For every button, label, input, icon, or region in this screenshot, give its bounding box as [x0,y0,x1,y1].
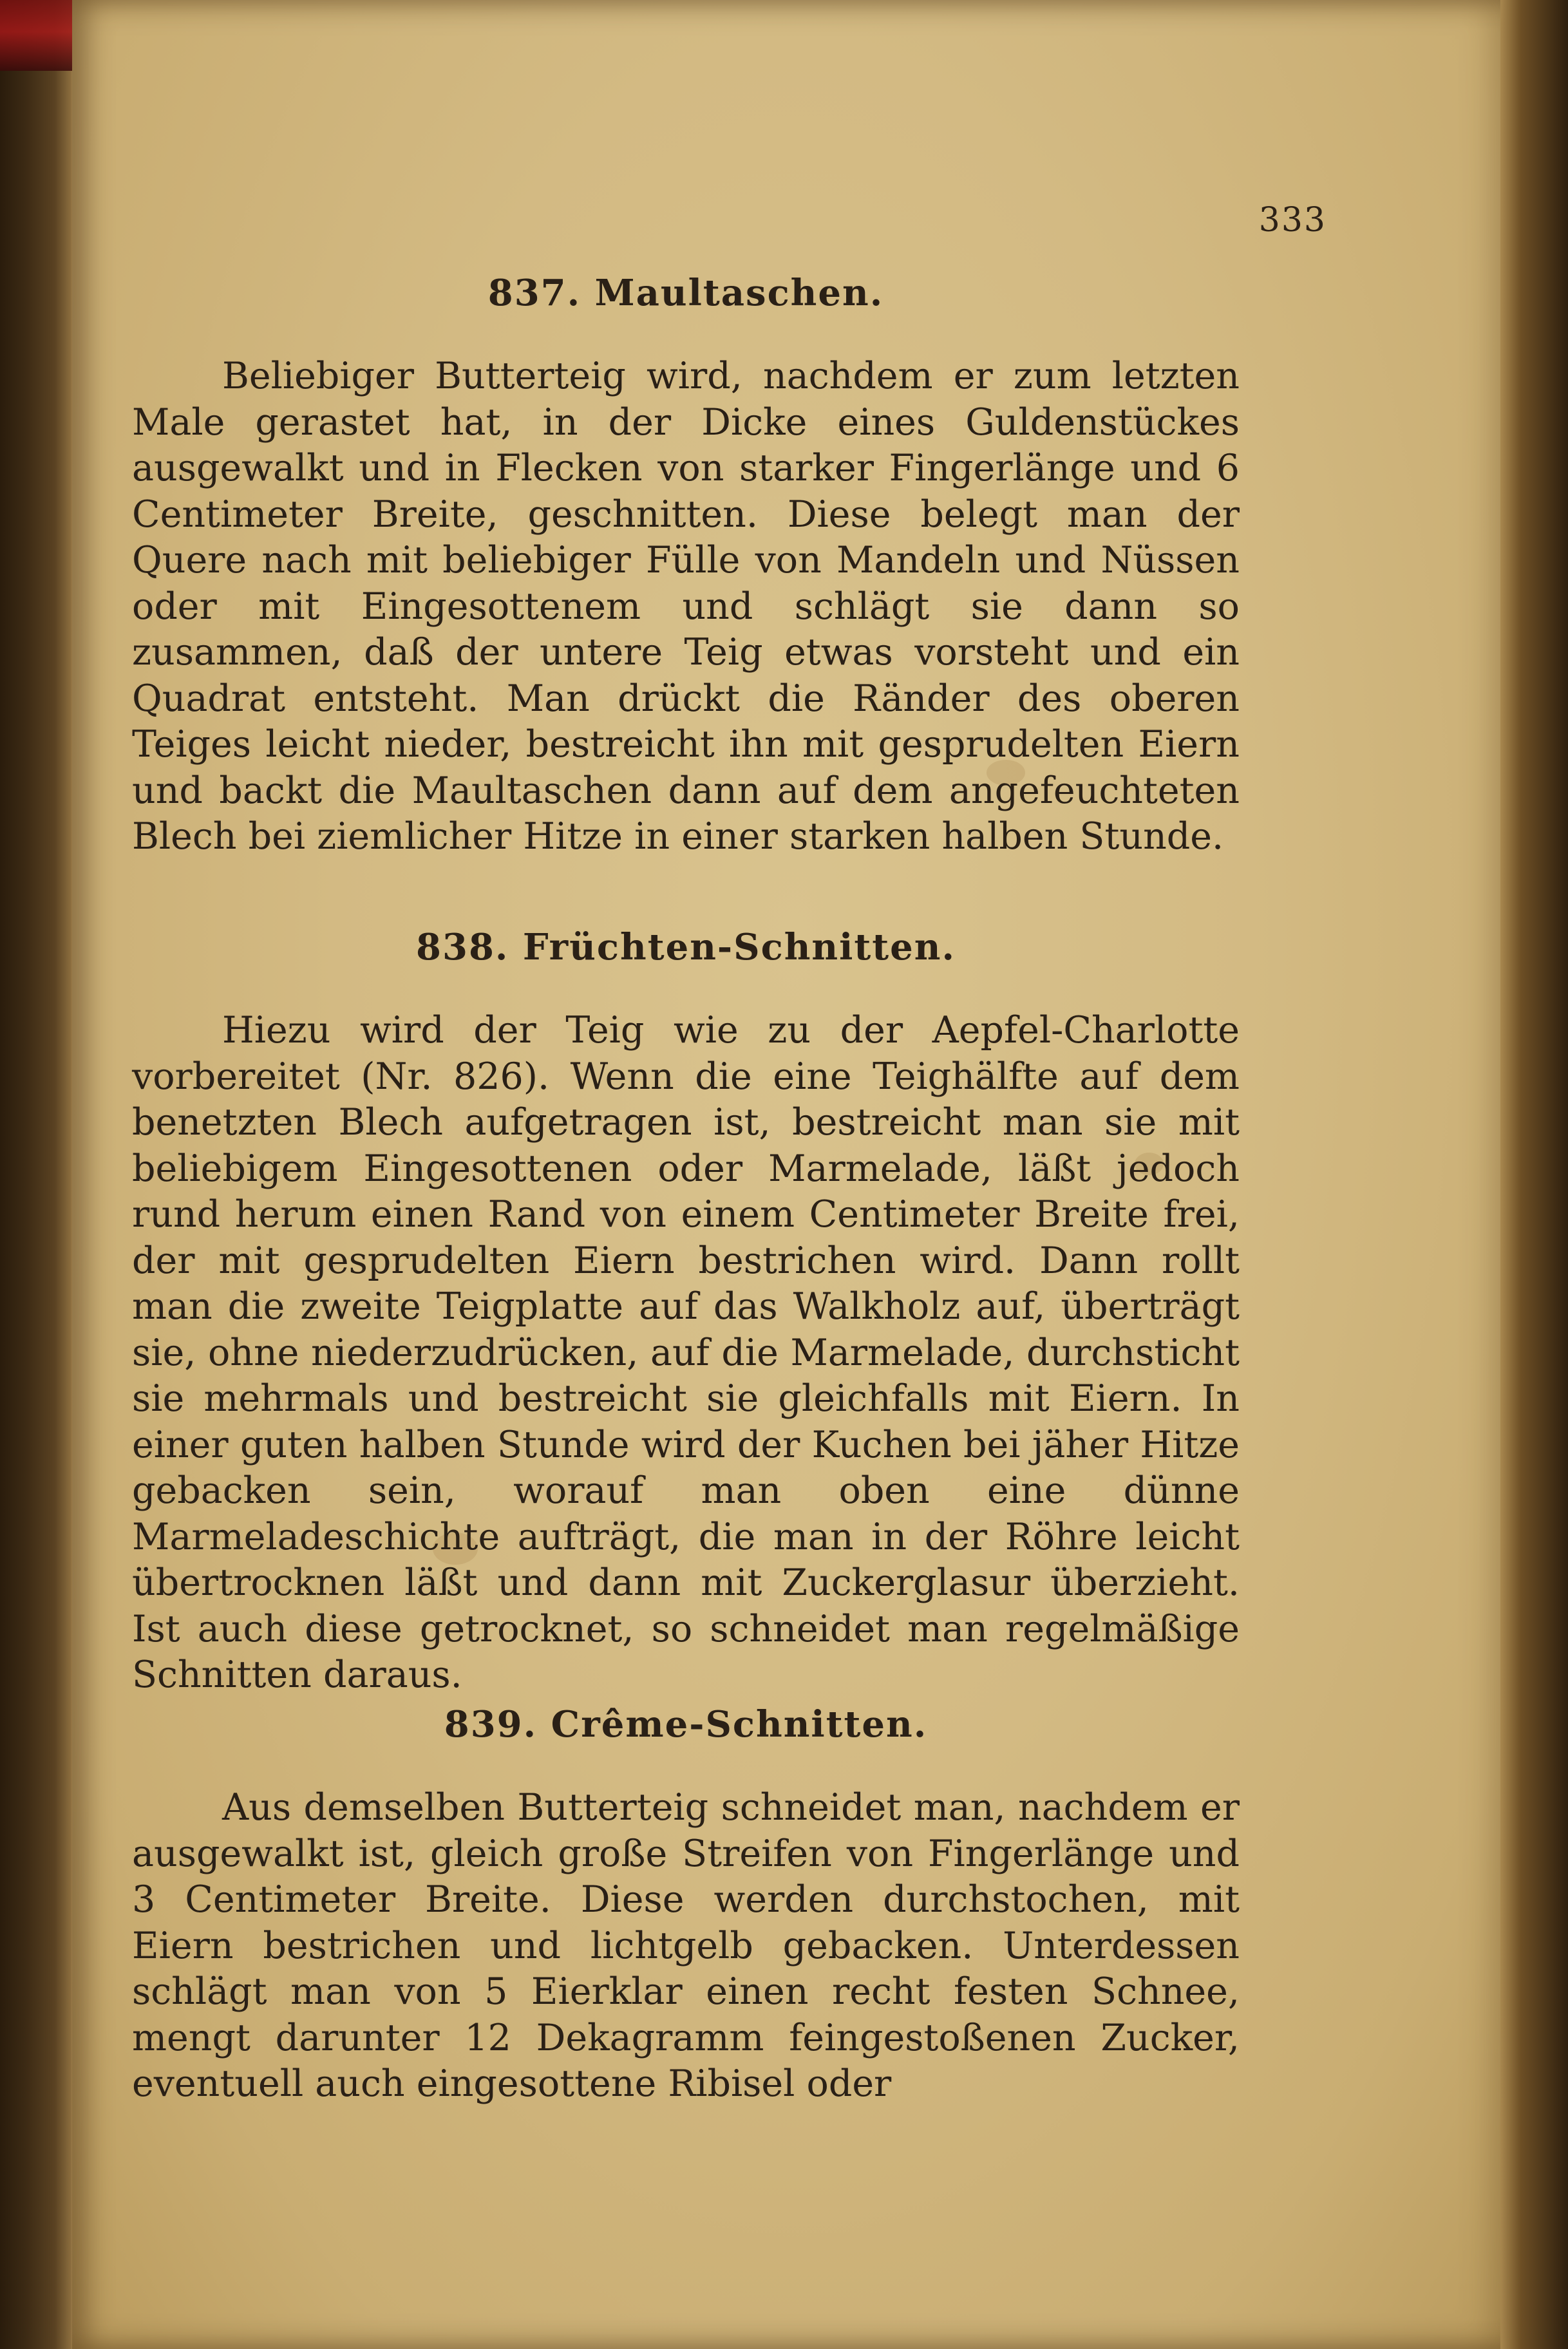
recipe-body: Beliebiger Butterteig wird, nachdem er zum letzten Male gerastet hat, in der Dicke eines Guldenstückes ausgewalkt und in Flecken von starker Fingerlänge und 6 Centimeter Breite, geschnitten. Diese belegt man der Quere nach mit beliebiger Fülle von Mandeln und Nüssen oder mit Eingesottenem und schlägt sie dann so zusammen, daß der untere Teig etwas vorsteht und ein Quadrat entsteht. Man drückt die Ränder des oberen Teiges leicht nieder, bestreicht ihn mit gesprudelten Eiern und backt die Maultaschen dann auf dem angefeuchteten Blech bei ziemlicher Hitze in einer starken halben Stunde. [132,355,1240,858]
recipe-section-837 [132,272,1240,860]
spine-binding-mark [0,0,82,71]
recipe-heading: 837. Maultaschen. [487,272,884,314]
recipe-section-839 [132,1703,1240,2108]
recipe-body: Aus demselben Butterteig schneidet man, nachdem er ausgewalkt ist, gleich große Streifen von Fingerlänge und 3 Centimeter Breite. Diese werden durchstochen, mit Eiern bestrichen und lichtgelb gebacken. Unterdessen schlägt man von 5 Eierklar einen recht festen Schnee, mengt darunter 12 Dekagramm feingestoßenen Zucker, eventuell auch eingesottene Ribisel oder [132,1786,1240,2106]
page-edge-shadow [1500,0,1568,2349]
recipe-section-838 [132,926,1240,1699]
recipe-body: Hiezu wird der Teig wie zu der Aepfel-Charlotte vorbereitet (Nr. 826). Wenn die eine Teighälfte auf dem benetzten Blech aufgetragen ist, bestreicht man sie mit beliebigem Eingesottenen oder Marmelade, läßt jedoch rund herum einen Rand von einem Centimeter Breite frei, der mit gesprudelten Eiern bestrichen wird. Dann rollt man die zweite Teigplatte auf das Walkholz auf, überträgt sie, ohne niederzudrücken, auf die Marmelade, durchsticht sie mehrmals und bestreicht sie gleichfalls mit Eiern. In einer guten halben Stunde wird der Kuchen bei jäher Hitze gebacken sein, worauf man oben eine dünne Marmeladeschichte aufträgt, die man in der Röhre leicht übertrocknen läßt und dann mit Zuckerglasur überzieht. Ist auch diese getrocknet, so schneidet man regelmäßige Schnitten daraus. [132,1009,1240,1697]
recipe-heading: 839. Crême-Schnitten. [444,1703,928,1746]
recipe-heading: 838. Früchten-Schnitten. [416,926,956,968]
page-number: 333 [1258,201,1327,240]
